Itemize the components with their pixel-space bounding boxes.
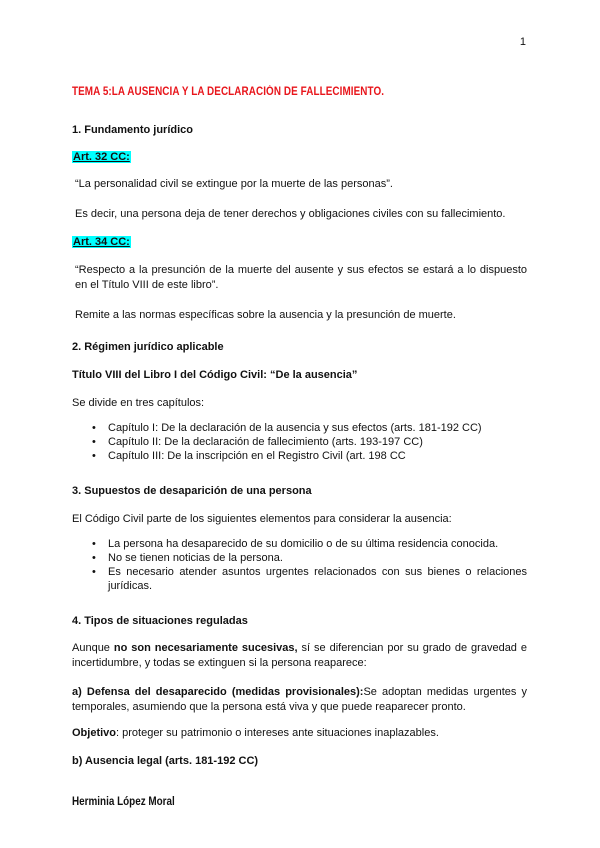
art-34-label: Art. 34 CC: [73, 236, 130, 248]
list-item: • Capítulo I: De la declaración de la ausencia y sus efectos (arts. 181-192 CC) [92, 421, 527, 435]
art-34-explanation: Remite a las normas específicas sobre la ausencia y la presunción de muerte. [75, 309, 456, 321]
intro-end: sí se diferencian por su grado de gravedad e incertidumbre, y todas se extinguen si la persona reaparece: [72, 642, 527, 669]
author-footer: Herminia López Moral [72, 796, 175, 808]
section-2-list [92, 421, 527, 463]
document-title: TEMA 5:LA AUSENCIA Y LA DECLARACIÓN DE FALLECIMIENTO. [72, 86, 385, 98]
art-34-quote: “Respecto a la presunción de la muerte del ausente y sus efectos se estará a lo dispuesto en el Título VIII de este libro”. [75, 264, 527, 291]
art-32-label: Art. 32 CC: [73, 151, 130, 163]
section-2-subheading: Título VIII del Libro I del Código Civil: “De la ausencia” [72, 369, 358, 381]
art-32-label-line [72, 150, 527, 165]
section-3-heading: 3. Supuestos de desaparición de una persona [72, 485, 312, 497]
objective-line [72, 726, 527, 741]
list-item: • Capítulo III: De la inscripción en el Registro Civil (art. 198 CC [92, 449, 527, 463]
list-item: • No se tienen noticias de la persona. [92, 551, 527, 565]
intro-bold: no son necesariamente sucesivas, [113, 642, 298, 654]
section-1-heading: 1. Fundamento jurídico [72, 124, 194, 136]
art-32-explanation: Es decir, una persona deja de tener derechos y obligaciones civiles con su fallecimiento. [75, 208, 506, 220]
section-3-list [92, 537, 527, 593]
list-item: • Es necesario atender asuntos urgentes relacionados con sus bienes o relaciones jurídicas. [92, 565, 527, 593]
section-2-heading: 2. Régimen jurídico aplicable [72, 341, 224, 353]
section-3-intro: El Código Civil parte de los siguientes elementos para considerar la ausencia: [72, 513, 452, 525]
section-4-heading: 4. Tipos de situaciones reguladas [72, 615, 248, 627]
page-number: 1 [519, 36, 526, 48]
subsection-b-heading: b) Ausencia legal (arts. 181-192 CC) [72, 755, 259, 767]
list-item: • Capítulo II: De la declaración de fallecimiento (arts. 193-197 CC) [92, 435, 527, 449]
subsection-a-heading: a) Defensa del desaparecido (medidas provisionales): [72, 686, 364, 698]
subsection-a [72, 685, 527, 715]
objective-label: Objetivo [72, 727, 117, 739]
objective-text: : proteger su patrimonio o intereses ante situaciones inaplazables. [116, 727, 439, 739]
intro-start: Aunque [72, 642, 114, 654]
section-2-intro: Se divide en tres capítulos: [72, 397, 205, 409]
list-item: • La persona ha desaparecido de su domicilio o de su última residencia conocida. [92, 537, 527, 551]
art-34-label-line [72, 235, 527, 250]
section-4-intro [72, 641, 527, 671]
art-32-quote: “La personalidad civil se extingue por la muerte de las personas”. [75, 178, 393, 190]
subsection-a-text: Se adoptan medidas urgentes y temporales, asumiendo que la persona está viva y que puede reaparecer pronto. [72, 686, 527, 713]
